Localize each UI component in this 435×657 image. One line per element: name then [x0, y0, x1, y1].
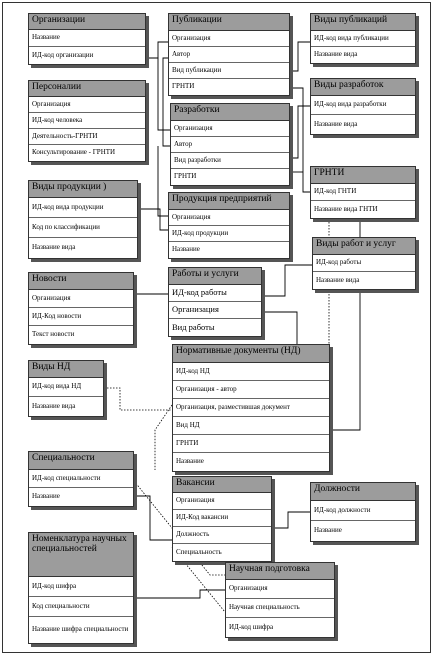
entity-field: Название вида ГНТИ: [314, 204, 378, 213]
entity-field: ГРНТИ: [172, 82, 195, 91]
entity-field: Код по классификации: [29, 218, 137, 238]
entity-title: Персоналии: [29, 81, 145, 97]
entity-field: ИД-код человека: [29, 113, 145, 129]
entity-field: Автор: [171, 137, 289, 153]
link-nd-org: [155, 405, 172, 470]
entity-field: Код специальности: [29, 597, 133, 617]
entity-persons: [28, 80, 146, 162]
entity-field: Название вида: [316, 275, 360, 284]
entity-organizations: [28, 13, 146, 65]
entity-field: Организация - автор: [173, 381, 329, 399]
entity-works-services: [168, 267, 262, 337]
entity-title: ГРНТИ: [311, 167, 415, 184]
entity-field: Название: [172, 245, 200, 254]
entity-development-types: [310, 78, 416, 135]
link-person-developments: [163, 120, 170, 146]
entity-field: Автор: [169, 47, 289, 63]
entity-field: Организация: [226, 580, 334, 599]
entity-field: Вид разработки: [171, 153, 289, 169]
entity-title: Организации: [29, 14, 145, 30]
entity-title: Разработки: [171, 104, 289, 121]
entity-company-products: [168, 192, 290, 259]
link-prod-org: [158, 146, 168, 216]
entity-field: ИД-код вида разработки: [311, 96, 415, 115]
entity-field: Название вида: [314, 50, 358, 59]
entity-field: Вид НД: [173, 417, 329, 435]
entity-field: ГРНТИ: [174, 172, 197, 181]
entity-title: Виды разработок: [311, 79, 415, 96]
entity-title: Номенклатура научных специальностей: [29, 533, 133, 577]
entity-title: Виды НД: [29, 361, 103, 378]
entity-field: ИД-код НД: [173, 363, 329, 381]
link-vac-dolzh: [272, 512, 310, 528]
link-pub-grnti: [290, 88, 310, 192]
entity-field: Организация: [169, 302, 261, 319]
entity-developments: [170, 103, 290, 186]
entity-title: Продукция предприятий: [169, 193, 289, 210]
entity-field: Название вида: [314, 119, 358, 128]
entity-field: Название шифра специальности: [32, 625, 129, 634]
entity-scientific-training: [225, 562, 335, 638]
entity-field: Научная специальность: [226, 599, 334, 618]
entity-field: Название: [176, 457, 204, 466]
entity-field: Название вида: [32, 401, 76, 410]
entity-field: Организация: [173, 493, 271, 510]
entity-specialties: [28, 451, 134, 507]
entity-work-types: [312, 237, 416, 290]
entity-field: Деятельность-ГРНТИ: [29, 129, 145, 145]
entity-title: Виды продукции ): [29, 181, 137, 198]
link-org-developments: [146, 58, 170, 130]
entity-product-types: [28, 180, 138, 259]
entity-field: Должность: [173, 527, 271, 544]
entity-title: Вакансии: [173, 477, 271, 493]
link-devtype: [290, 106, 310, 158]
entity-title: Работы и услуги: [169, 268, 261, 285]
entity-grnti: [310, 166, 416, 219]
entity-field: Специальность: [176, 547, 222, 556]
entity-field: ИД-код продукции: [169, 226, 289, 242]
entity-field: Консультирование - ГРНТИ: [32, 148, 116, 157]
entity-positions: [310, 482, 416, 542]
link-nom-nauch: [134, 590, 225, 598]
entity-title: Публикации: [169, 14, 289, 31]
entity-field: ИД-код должности: [311, 501, 415, 521]
entity-field: ИД-Код новости: [29, 308, 133, 326]
entity-field: Название: [314, 526, 342, 535]
entity-title: Должности: [311, 483, 415, 501]
entity-field: Текст новости: [32, 330, 75, 339]
entity-field: ГРНТИ: [173, 435, 329, 453]
entity-title: Научная подготовка: [226, 563, 334, 580]
entity-field: Вид публикации: [169, 63, 289, 79]
entity-field: Организация: [171, 121, 289, 137]
entity-field: Название: [32, 492, 60, 501]
entity-field: Название вида: [32, 243, 76, 252]
entity-field: ИД-код работы: [313, 255, 415, 272]
entity-field: ИД-код шифра: [229, 622, 274, 631]
entity-field: ИД-код ГНТИ: [311, 184, 415, 201]
entity-title: Новости: [29, 273, 133, 290]
entity-field: Организация: [169, 31, 289, 47]
entity-news: [28, 272, 134, 345]
entity-vacancies: [172, 476, 272, 562]
entity-scientific-specialties: [28, 532, 134, 644]
entity-field: ИД-код вида продукции: [29, 198, 137, 218]
entity-title: Виды публикаций: [311, 14, 415, 31]
entity-field: ИД-код специальности: [29, 470, 133, 488]
entity-field: ИД-код работы: [169, 285, 261, 302]
entity-normative-documents: [172, 344, 330, 472]
entity-publication-types: [310, 13, 416, 64]
entity-field: Организация: [169, 210, 289, 226]
entity-field: ИД-код организации: [32, 50, 94, 59]
link-spec-vac: [134, 496, 172, 540]
link-prodtype: [138, 209, 168, 230]
link-org-publications: [146, 42, 168, 58]
entity-title: Виды работ и услуг: [313, 238, 415, 255]
entity-nd-types: [28, 360, 104, 417]
link-worktype: [262, 265, 312, 296]
entity-field: Название: [29, 30, 145, 47]
link-vidnd-nd: [104, 388, 172, 410]
entity-field: Организация, разместившая документ: [173, 399, 329, 417]
entity-field: Организация: [29, 97, 145, 113]
entity-field: ИД-код шифра: [29, 577, 133, 597]
entity-title: Нормативные документы (НД): [173, 345, 329, 363]
entity-title: Специальности: [29, 452, 133, 470]
entity-field: ИД-Код вакансии: [173, 510, 271, 527]
link-pubtype: [290, 42, 310, 71]
entity-field: Организация: [29, 290, 133, 308]
entity-field: ИД-код вида НД: [29, 378, 103, 397]
entity-field: Вид работы: [172, 321, 215, 332]
entity-field: ИД-код вида публикации: [311, 31, 415, 47]
entity-publications: [168, 13, 290, 96]
